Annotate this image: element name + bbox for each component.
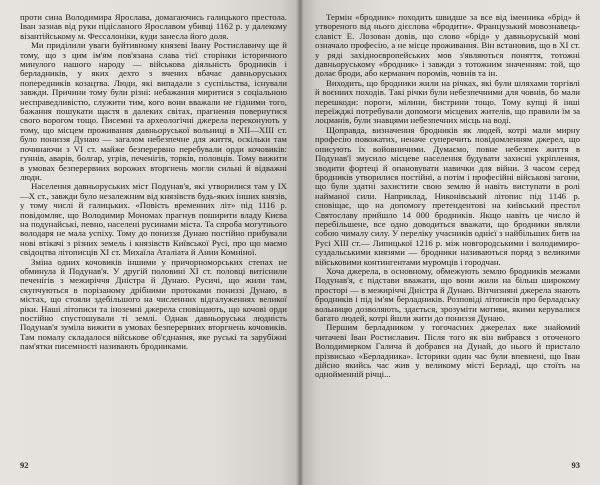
paragraph: Виходить, що бродники жили на річках, які були шляхами торгівлі й воєнних походів. Такі річки були небезпечними для човнів, бо мали перешкоди: пороги, мілини, бистрини тощо. Тому купці й інші переїжджі потребували допомоги місцевих жителів, що правили їм за лоцманів, були знавцями небезпечних місць на воді. xyxy=(315,77,580,126)
paragraph: Першим берладником у тогочасних джерелах вже знайомий читачеві Іван Ростиславич. Після того як він вибрався з оточеного Володимирком Галича й добрався на Дунай, до нього й пристало прізвисько «Берладника». Історики один час були впевнені, що Іван дійсно якийсь час жив у великому місті Берладі, що стоїть на однойменній річці... xyxy=(315,322,580,380)
paragraph: Термін «бродник» походить швидше за все від іменника «брід» й утвореного від нього дієслова «бродити». Французький мовознавець-славіст Е. Лозован довів, що слово «брід» у давньоруській мові означало професію, а не місце проживання. Він встановив, що в XI ст. у ряді західноєвропейських мов з'являються поняття, тотожні давньоруському «бродник» і завжди з тотожним значенням: той, що долає броди, або керманич поромів, човнів та ін. xyxy=(315,12,580,79)
page-right-text xyxy=(315,13,580,380)
paragraph: Населення давньоруських міст Подунав'я, які утворилися там у IX—X ст., завжди було незалежним від князівств будь-яких інших князів, у тому числі й галицьких. «Повість временних літ» під 1116 р. повідомляє, що Володимир Мономах прагнув поширити владу Києва на подунайські, певно, населені русинами міста. Та спроба могутнього володаря не мала успіху. Тому до пониззя Дунаю постійно прибували нові втікачі з різних земель і князівств Київської Русі, про що маємо свідоцтва літописців XI ст. Михаїла Аталіата й Анни Комніної. xyxy=(20,181,287,258)
paragraph: Щоправда, визначення бродників як людей, котрі мали мирну професію повожатих, неначе суперечить повідомленням джерел, що описують їх войовничими. Думаємо, повне небезпек життя в Подунав'ї змусило місцеве населення будувати захисні укріплення, зводити фортеці й опановувати навички для війни. З часом серед бродників утворилися постійні, а потім і професійні військові загони, що були здатні захистити свою землю й навіть виступати в ролі найманої сили. Наприклад, Никонівський літопис під 1146 р. сповіщає, що на допомогу претендентові на київський престол Святославу прийшло 14 000 бродників. Якщо навіть це число й перебільшене, все одно доводиться вважати, що бродники являли собою чималу силу. У переліку учасників однієї з найбільших битв на Русі XIII ст.— Липицької 1216 р. між новгородськими і володимиро-суздальськими князями — бродники називаються поряд з великими військовими контингентами муромців і городчан. xyxy=(315,124,580,267)
paragraph: Ми приділили уваги буйтивному князеві Івану Ростиславичу ще й тому, що з цим ім'ям пов'язана слава тієї сторінки історичного минулого нашого народу — військова діяльність бродників і берладників, у яких дехто з вчених вбачає давньоруських попередників козацтва. Люди, які випадали з суспільства, існували завжди. Причини тому були різні: небажання миритися з соціальною несправедливістю, служити тим, кого вони вважали не гідними того, бажання пошукати щастя в далеких світах, прагнення повернутися свого ворогом тощо. Писемні та археологічні джерела переконують у тому, що місцем проживання давньоруської вольниці в XII—XIII ст. було пониззя Дунаю — загалом небезпечне для життя, оскільки там починаючи з VI ст. майже безперервно перебували орди кочовиків: гуннів, аварів, болгар, угрів, печенігів, торків, половців. Тому вижити в умовах безперервних ворожих вторгнень могли сильні й відважні люди. xyxy=(20,40,287,182)
page-number-left: 92 xyxy=(20,460,29,470)
page-number-right: 93 xyxy=(571,460,580,470)
page-left-text xyxy=(20,13,287,352)
paragraph: проти сина Володимира Ярослава, домагаючись галицького престола. Іван зазнав від руки підісланого Ярославом убивці 1162 р. у далекому візантійському м. Фессалоніки, куди занесла його доля. xyxy=(20,12,287,41)
paragraph: Зміна одних кочовиків іншими у причорноморських степах не обминула й Подунав'я. У другій половині XI ст. половці витіснили печенігів з межиріччя Дністра й Дунаю. Русичі, що жили там, скупчуються в порізаному дрібними протоками пониззі Дунаю, в містах, що стояли здебільшого на численних відгалуженнях великої ріки. Наші літописи та іноземні джерела сповіщають, що кочові орди постійно спустошували ті землі. Однак давньоруська людність Подунав'я зуміла вижити в умовах безперервних вторгнень кочовиків. Там помалу складалося військове об'єднання, яке руські та зарубіжні пам'ятки писемності називають бродниками. xyxy=(20,256,287,352)
page-right xyxy=(300,0,600,485)
paragraph: Хоча джерела, в основному, обмежують землю бродників межами Подунав'я, є підстави вважати, що вони жили на більш широкому просторі — в межиріччі Дністра й Дунаю. Вітчизняні джерела знають бродників і під ім'ям берладників. Розповіді літописів про берладську вольницю дозволяють, здається, зрозуміти мотиви, якими керувалися багато людей, котрі йшли жити до пониззя Дунаю. xyxy=(315,265,580,323)
